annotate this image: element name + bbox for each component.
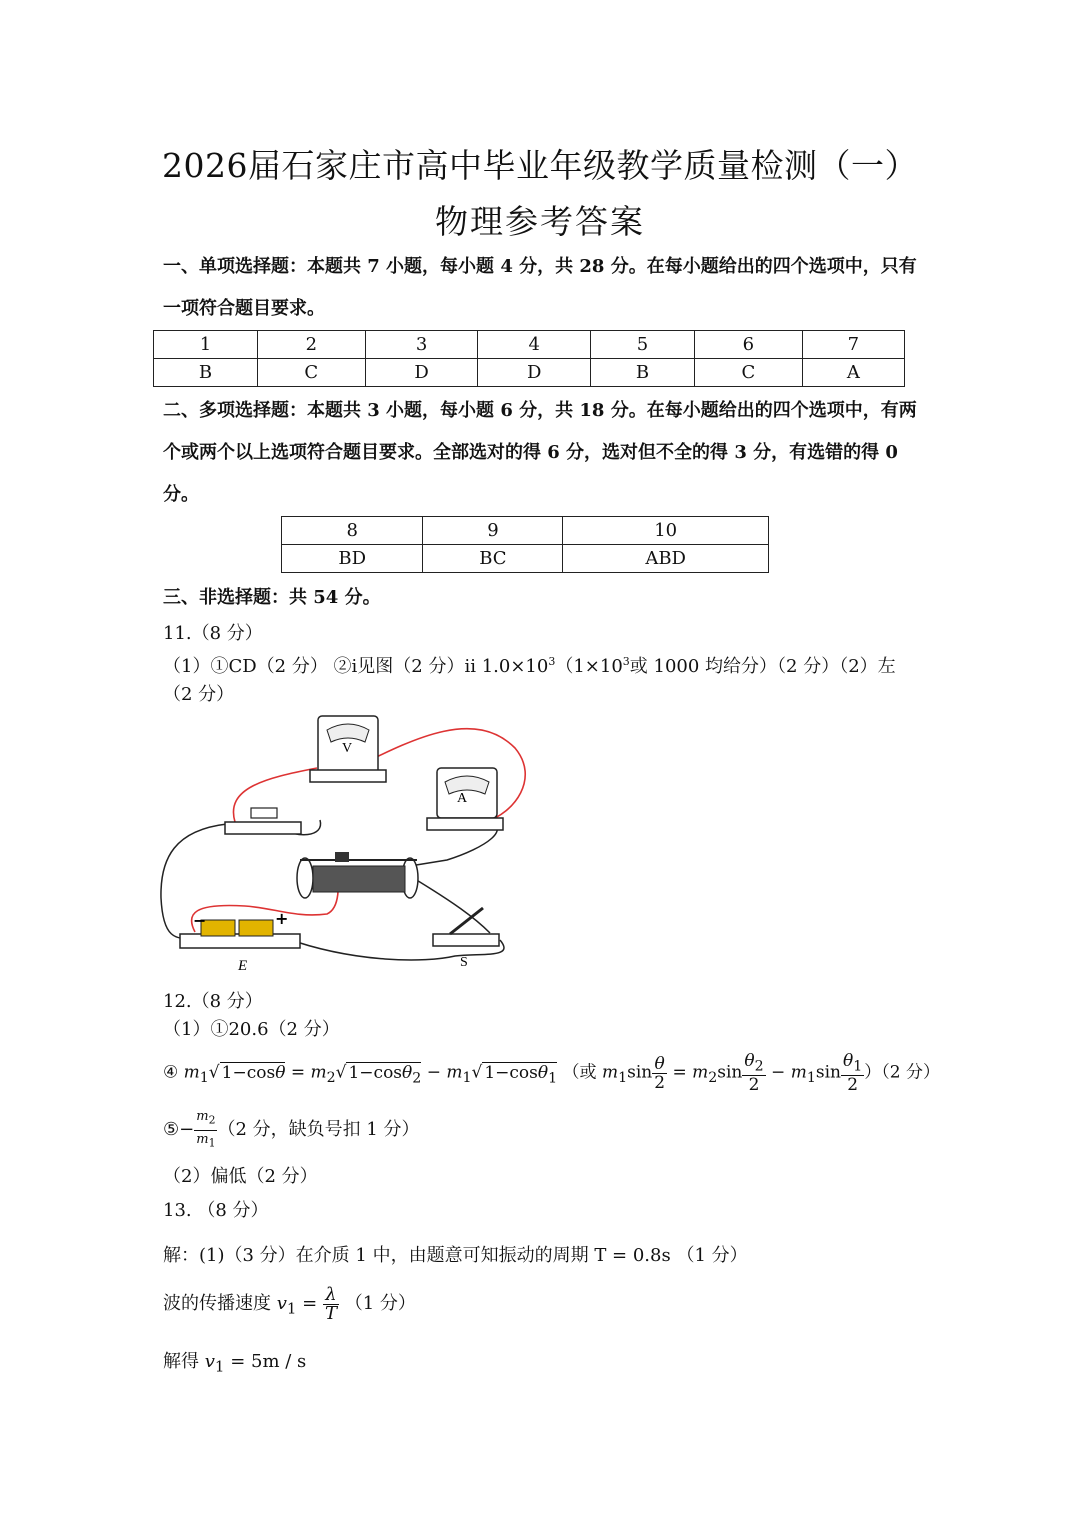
rheostat bbox=[297, 852, 418, 898]
q12-line3-tail: （2 分，缺负号扣 1 分） bbox=[217, 1119, 420, 1141]
section2-answer-table bbox=[281, 516, 769, 573]
answer-cell: D bbox=[478, 359, 591, 387]
answer-cell: B bbox=[154, 359, 258, 387]
ammeter-label: A bbox=[457, 791, 468, 806]
section2-heading: 二、多项选择题：本题共 3 小题，每小题 6 分，共 18 分。在每小题给出的四个选项中，有两个或两个以上选项符合题目要求。全部选对的得 6 分，选对但不全的得 3 分，有选错的得 0 分。 bbox=[163, 400, 917, 505]
voltmeter-label: V bbox=[342, 741, 353, 756]
switch-label: S bbox=[460, 955, 468, 970]
q13-line3-text: 解得 bbox=[163, 1351, 199, 1372]
q12-equation: ④ $m_1√$ $1-\cos\theta = m_2√$ $1-\cos\theta_2 - m_1√$ 1−cosθ$_1$ （或 $m_1\sin$ $\frac{\theta}{2}$ = $m_2\sin$ $\frac{\theta_2}{2}$ − $m_1\sin$ $\frac{\theta_1}{2}$ ）（2 分） bbox=[163, 1051, 940, 1096]
question-number: 10 bbox=[563, 517, 769, 545]
q13-line1-tail: （1 分） bbox=[676, 1245, 748, 1266]
answer-cell: ABD bbox=[563, 545, 769, 573]
question-number: 5 bbox=[591, 331, 695, 359]
switch bbox=[433, 908, 499, 970]
q13-line2: 波的传播速度 $v_1$ = $\frac{\lambda}{T}$ （1 分） bbox=[163, 1283, 416, 1324]
q13-line1-eq: T = 0.8s bbox=[594, 1245, 671, 1266]
q11-exponent: 3 bbox=[622, 655, 630, 668]
q11-part-b: （1×10 bbox=[555, 656, 623, 677]
section1-answer-table bbox=[153, 330, 905, 387]
answer-cell: BC bbox=[423, 545, 563, 573]
battery-minus: − bbox=[193, 911, 207, 930]
q12-label: 12.（8 分） bbox=[163, 991, 263, 1012]
answer-cell: C bbox=[694, 359, 802, 387]
battery-plus: + bbox=[275, 909, 289, 928]
table-row bbox=[154, 359, 905, 387]
q11-answer bbox=[163, 648, 923, 709]
q11-part-c: 或 1000 均给分）（2 分）（2）左（2 分） bbox=[163, 656, 896, 705]
circuit-diagram bbox=[155, 708, 535, 980]
battery-label: E bbox=[238, 958, 248, 974]
question-number: 8 bbox=[282, 517, 423, 545]
q13-line3-eq: = 5m / s bbox=[230, 1351, 307, 1372]
table-row bbox=[154, 331, 905, 359]
q11-exponent: 3 bbox=[548, 655, 556, 668]
q12-number4: ④ bbox=[163, 1062, 179, 1083]
answer-cell: D bbox=[365, 359, 478, 387]
section1-heading: 一、单项选择题：本题共 7 小题，每小题 4 分，共 28 分。在每小题给出的四个选项中，只有一项符合题目要求。 bbox=[163, 256, 917, 319]
question-number: 7 bbox=[802, 331, 904, 359]
ammeter bbox=[427, 768, 503, 830]
q13-line2-text: 波的传播速度 bbox=[163, 1293, 271, 1314]
question-number: 2 bbox=[257, 331, 365, 359]
q11-label: 11.（8 分） bbox=[163, 623, 263, 644]
resistor bbox=[225, 808, 301, 834]
q12-line3: ⑤− $\frac{m_2}{m_1}$ （2 分，缺负号扣 1 分） bbox=[163, 1109, 420, 1150]
q11-part-a: （1）①CD（2 分） ②i见图（2 分）ii 1.0×10 bbox=[163, 656, 549, 677]
q13-label: 13. （8 分） bbox=[163, 1200, 269, 1221]
table-row bbox=[282, 517, 769, 545]
answer-cell: C bbox=[257, 359, 365, 387]
page-subtitle: 物理参考答案 bbox=[435, 202, 645, 241]
voltmeter bbox=[310, 716, 386, 782]
battery bbox=[180, 909, 300, 974]
q12-number5: ⑤ bbox=[163, 1119, 180, 1141]
answer-cell: A bbox=[802, 359, 904, 387]
q12-line2-tail: （2 分） bbox=[881, 1062, 940, 1083]
question-number: 9 bbox=[423, 517, 563, 545]
question-number: 1 bbox=[154, 331, 258, 359]
q13-line2-tail: （1 分） bbox=[344, 1293, 416, 1314]
q13-line3: 解得 $v_1 = 5m / s$ bbox=[163, 1351, 307, 1376]
page-title: 2026届石家庄市高中毕业年级教学质量检测（一） bbox=[162, 146, 918, 185]
answer-cell: BD bbox=[282, 545, 423, 573]
q12-line1: （1）①20.6（2 分） bbox=[163, 1019, 340, 1040]
question-number: 4 bbox=[478, 331, 591, 359]
answer-cell: B bbox=[591, 359, 695, 387]
section3-heading: 三、非选择题：共 54 分。 bbox=[163, 587, 381, 608]
q13-line1 bbox=[163, 1242, 748, 1270]
table-row bbox=[282, 545, 769, 573]
q13-line1-text: 解：(1)（3 分）在介质 1 中，由题意可知振动的周期 bbox=[163, 1245, 589, 1266]
question-number: 3 bbox=[365, 331, 478, 359]
q12-line4: （2）偏低（2 分） bbox=[163, 1166, 318, 1187]
question-number: 6 bbox=[694, 331, 802, 359]
